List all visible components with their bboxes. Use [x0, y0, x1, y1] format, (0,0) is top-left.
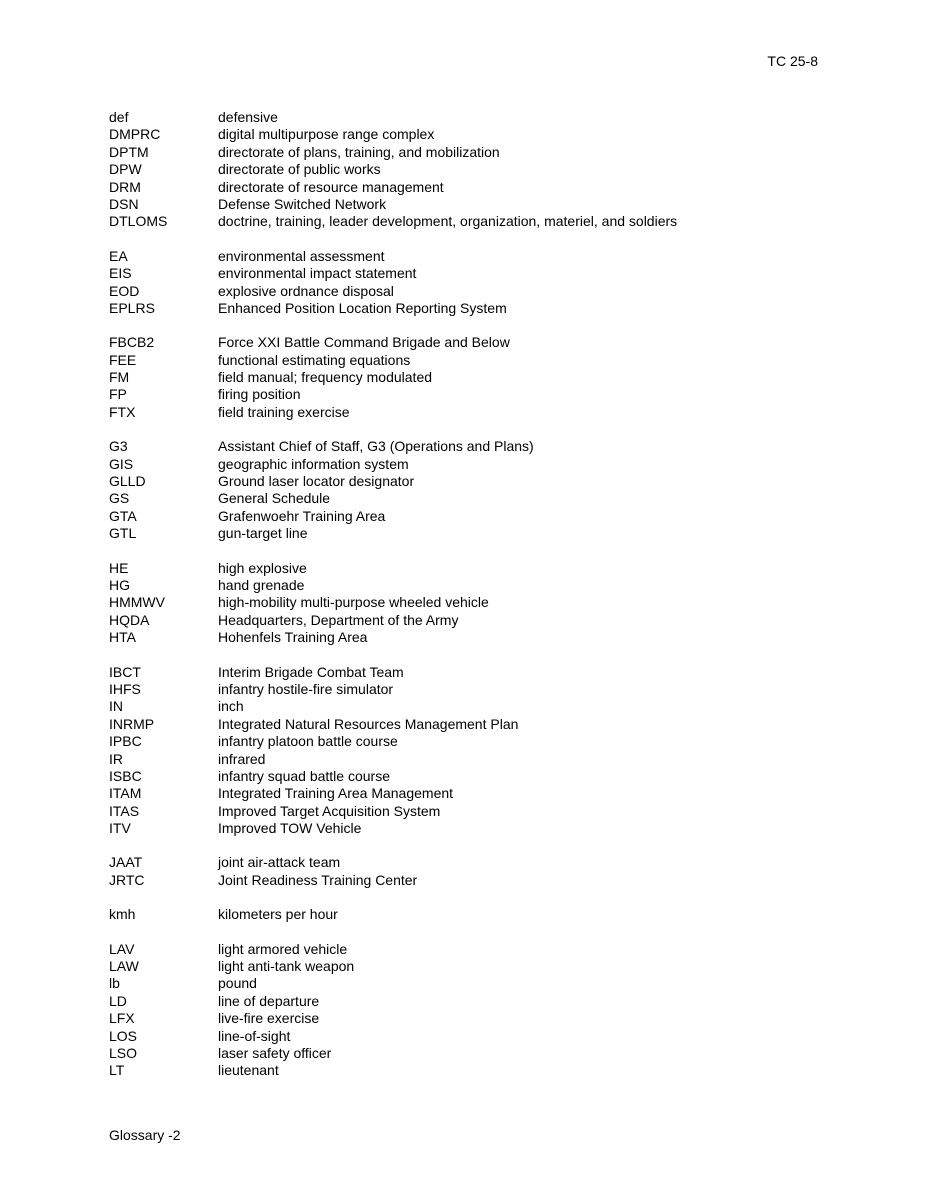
glossary-entry	[109, 768, 829, 785]
glossary-definition: field manual; frequency modulated	[218, 369, 433, 386]
glossary-entry	[109, 126, 829, 143]
glossary-entry	[109, 560, 829, 577]
glossary-definition: line of departure	[218, 992, 320, 1009]
glossary-entry	[109, 1010, 829, 1027]
glossary-definition: Force XXI Battle Command Brigade and Below	[218, 334, 510, 351]
glossary-definition: functional estimating equations	[218, 351, 411, 368]
glossary-definition: doctrine, training, leader development, organization, materiel, and soldiers	[218, 213, 678, 230]
glossary-definition: Hohenfels Training Area	[218, 629, 368, 646]
glossary-definition: joint air-attack team	[218, 854, 341, 871]
glossary-definition: Enhanced Position Location Reporting System	[218, 299, 507, 316]
glossary-entry	[109, 213, 829, 230]
glossary-definition: high explosive	[218, 559, 307, 576]
glossary-group	[109, 248, 829, 318]
glossary-term: IN	[109, 698, 123, 715]
glossary-term: IBCT	[109, 663, 141, 680]
glossary-definition: line-of-sight	[218, 1027, 291, 1044]
glossary-entry	[109, 196, 829, 213]
glossary-definition: light armored vehicle	[218, 940, 348, 957]
glossary-term: DTLOMS	[109, 213, 168, 230]
glossary-entry	[109, 664, 829, 681]
glossary-term: LAW	[109, 958, 139, 975]
glossary-group	[109, 334, 829, 421]
glossary-entry	[109, 161, 829, 178]
glossary-term: DSN	[109, 195, 139, 212]
glossary-definition: Ground laser locator designator	[218, 473, 415, 490]
glossary-definition: explosive ordnance disposal	[218, 282, 394, 299]
glossary-term: GS	[109, 490, 130, 507]
glossary-entry	[109, 577, 829, 594]
glossary-entry	[109, 993, 829, 1010]
glossary-entry	[109, 872, 829, 889]
glossary-definition: digital multipurpose range complex	[218, 126, 435, 143]
glossary-group	[109, 438, 829, 542]
glossary-entry	[109, 975, 829, 992]
glossary-definition: light anti-tank weapon	[218, 958, 355, 975]
glossary-entry	[109, 733, 829, 750]
glossary-term: G3	[109, 438, 128, 455]
glossary-definition: infantry hostile-fire simulator	[218, 680, 394, 697]
glossary-entry	[109, 525, 829, 542]
glossary-definition: hand grenade	[218, 576, 305, 593]
glossary-entry	[109, 473, 829, 490]
glossary-entry	[109, 508, 829, 525]
glossary-term: ITV	[109, 820, 131, 837]
glossary-group	[109, 854, 829, 889]
glossary-definition: Assistant Chief of Staff, G3 (Operations and Plans)	[218, 438, 534, 455]
glossary-term: DPTM	[109, 143, 149, 160]
glossary-definition: directorate of plans, training, and mobilization	[218, 143, 500, 160]
glossary-term: JRTC	[109, 871, 145, 888]
glossary-entry	[109, 490, 829, 507]
glossary-group	[109, 664, 829, 838]
glossary-term: HMMWV	[109, 594, 165, 611]
glossary-entry	[109, 144, 829, 161]
glossary-definition: Improved TOW Vehicle	[218, 820, 362, 837]
glossary-term: GTA	[109, 507, 137, 524]
glossary-entry	[109, 785, 829, 802]
glossary-definition: infantry squad battle course	[218, 767, 390, 784]
glossary-term: def	[109, 109, 129, 125]
glossary-term: HG	[109, 576, 130, 593]
glossary-definition: Grafenwoehr Training Area	[218, 507, 386, 524]
glossary-definition: high-mobility multi-purpose wheeled vehicle	[218, 594, 489, 611]
glossary-definition: Joint Readiness Training Center	[218, 871, 418, 888]
glossary-term: EIS	[109, 265, 132, 282]
glossary-definition: pound	[218, 975, 257, 992]
glossary-term: DMPRC	[109, 126, 161, 143]
glossary-group	[109, 560, 829, 647]
glossary-term: LT	[109, 1062, 125, 1079]
page-label-footer: Glossary -2	[109, 1127, 181, 1143]
glossary-definition: live-fire exercise	[218, 1010, 320, 1027]
glossary-definition: Improved Target Acquisition System	[218, 802, 441, 819]
glossary-definition: environmental assessment	[218, 247, 385, 264]
glossary-entry	[109, 612, 829, 629]
glossary-term: HTA	[109, 629, 136, 646]
glossary-term: LOS	[109, 1027, 138, 1044]
glossary-term: kmh	[109, 906, 136, 923]
glossary-term: LSO	[109, 1044, 138, 1061]
glossary-entry	[109, 404, 829, 421]
glossary-definition: infrared	[218, 750, 266, 767]
glossary-term: HQDA	[109, 611, 150, 628]
glossary-entry	[109, 941, 829, 958]
glossary-term: IHFS	[109, 680, 141, 697]
glossary-definition: General Schedule	[218, 490, 331, 507]
glossary-term: EPLRS	[109, 299, 155, 316]
glossary-term: LD	[109, 992, 127, 1009]
glossary-term: ITAS	[109, 802, 140, 819]
glossary-entry	[109, 751, 829, 768]
glossary-term: LFX	[109, 1010, 135, 1027]
glossary-entry	[109, 456, 829, 473]
glossary-entry	[109, 1028, 829, 1045]
glossary-entry	[109, 906, 829, 923]
glossary-definition: Headquarters, Department of the Army	[218, 611, 459, 628]
glossary-term: lb	[109, 975, 120, 992]
glossary-term: ITAM	[109, 785, 142, 802]
glossary-entry	[109, 334, 829, 351]
glossary-entry	[109, 716, 829, 733]
glossary-entry	[109, 300, 829, 317]
glossary-entry	[109, 629, 829, 646]
glossary-group	[109, 109, 829, 231]
glossary-definition: inch	[218, 698, 244, 715]
glossary-definition: directorate of public works	[218, 161, 381, 178]
glossary-term: JAAT	[109, 854, 143, 871]
glossary-entry	[109, 681, 829, 698]
glossary-definition: Defense Switched Network	[218, 195, 387, 212]
glossary-entry	[109, 352, 829, 369]
glossary-definition: laser safety officer	[218, 1044, 332, 1061]
glossary-term: DRM	[109, 178, 141, 195]
glossary-term: GIS	[109, 455, 134, 472]
glossary-entry	[109, 1045, 829, 1062]
glossary-definition: defensive	[218, 109, 278, 125]
glossary-definition: geographic information system	[218, 455, 409, 472]
glossary-entry	[109, 820, 829, 837]
glossary-entry	[109, 248, 829, 265]
glossary-term: FBCB2	[109, 334, 155, 351]
glossary-term: DPW	[109, 161, 142, 178]
glossary-term: LAV	[109, 940, 135, 957]
glossary-entry	[109, 958, 829, 975]
glossary-term: FEE	[109, 351, 137, 368]
glossary-entry	[109, 438, 829, 455]
glossary-term: IR	[109, 750, 123, 767]
glossary-definition: Integrated Natural Resources Management Plan	[218, 715, 519, 732]
glossary-term: INRMP	[109, 715, 155, 732]
glossary-term: GTL	[109, 525, 137, 542]
glossary-entry	[109, 109, 829, 126]
glossary-entry	[109, 803, 829, 820]
glossary-entry	[109, 283, 829, 300]
glossary-term: IPBC	[109, 733, 142, 750]
glossary-term: ISBC	[109, 767, 142, 784]
glossary-definition: Interim Brigade Combat Team	[218, 663, 404, 680]
glossary-definition: gun-target line	[218, 525, 308, 542]
glossary-group	[109, 906, 829, 923]
glossary-definition: lieutenant	[218, 1062, 279, 1079]
glossary-entry	[109, 594, 829, 611]
glossary-definition: field training exercise	[218, 403, 350, 420]
glossary-definition: kilometers per hour	[218, 906, 338, 923]
glossary-entry	[109, 854, 829, 871]
glossary-definition: infantry platoon battle course	[218, 733, 398, 750]
glossary-entry	[109, 1062, 829, 1079]
glossary-term: FP	[109, 386, 127, 403]
glossary-definition: firing position	[218, 386, 301, 403]
glossary-definition: environmental impact statement	[218, 265, 417, 282]
glossary-entry	[109, 698, 829, 715]
glossary-list	[109, 109, 829, 1097]
glossary-term: EA	[109, 247, 128, 264]
glossary-entry	[109, 265, 829, 282]
glossary-term: GLLD	[109, 473, 146, 490]
glossary-term: EOD	[109, 282, 140, 299]
glossary-term: FM	[109, 369, 130, 386]
glossary-definition: directorate of resource management	[218, 178, 444, 195]
glossary-term: HE	[109, 559, 129, 576]
glossary-entry	[109, 179, 829, 196]
glossary-entry	[109, 369, 829, 386]
document-id-header: TC 25-8	[767, 53, 818, 69]
glossary-term: FTX	[109, 403, 136, 420]
glossary-definition: Integrated Training Area Management	[218, 785, 454, 802]
glossary-group	[109, 941, 829, 1080]
glossary-entry	[109, 386, 829, 403]
